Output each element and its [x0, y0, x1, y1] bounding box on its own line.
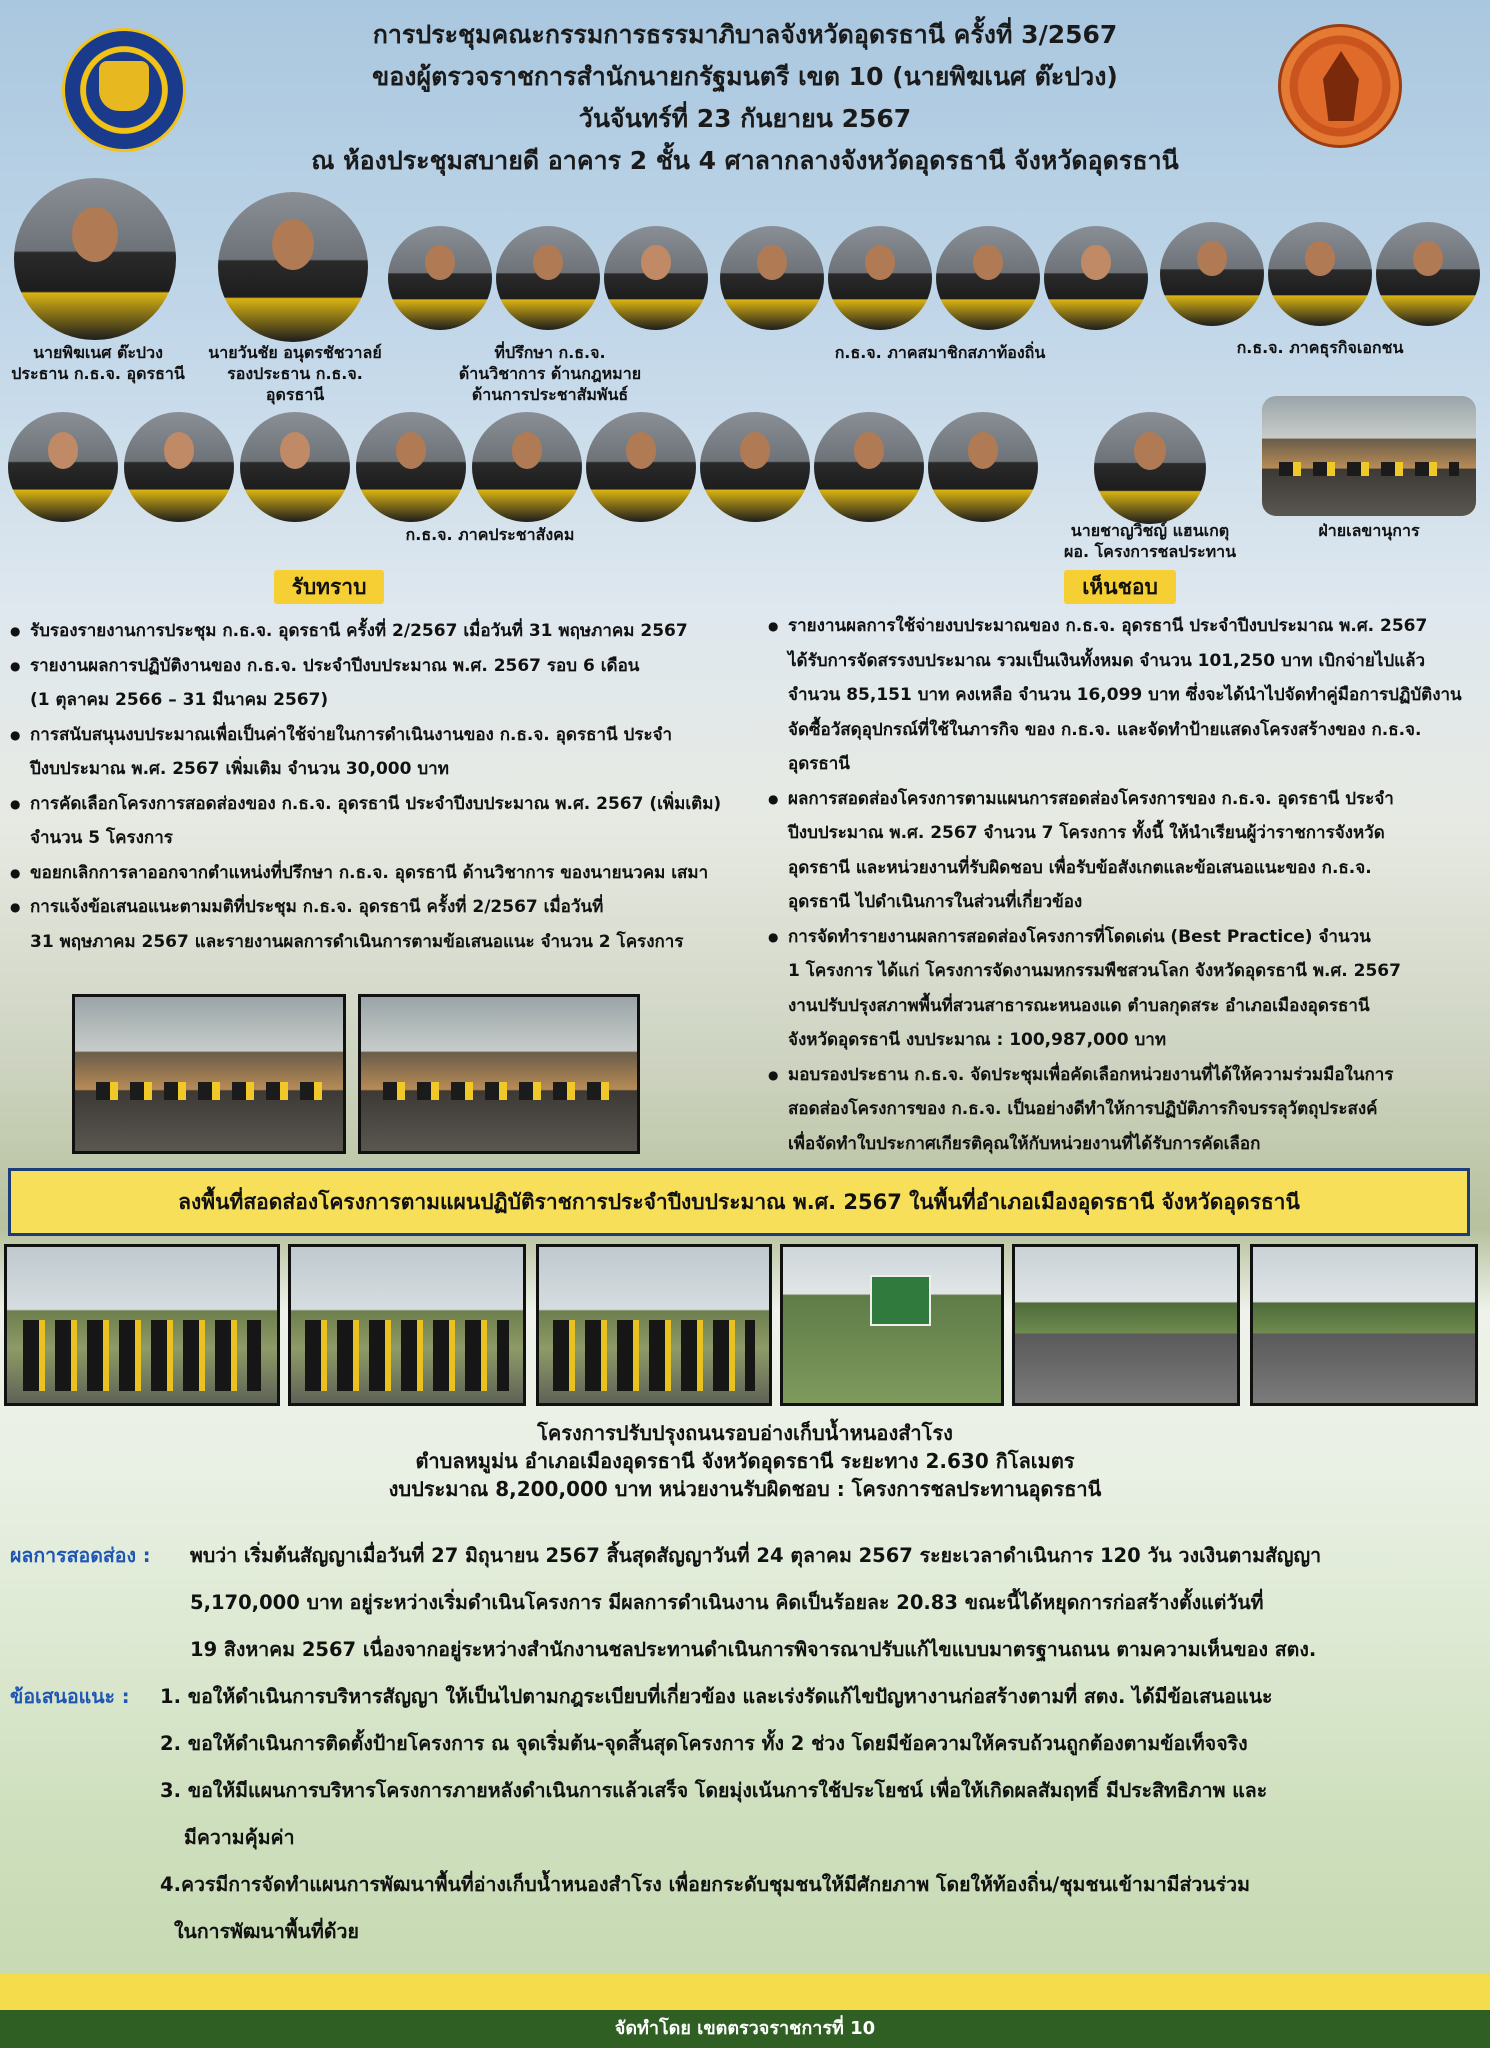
project-location: ตำบลหมูม่น อำเภอเมืองอุดรธานี จังหวัดอุดรธานี ระยะทาง 2.630 กิโลเมตร	[415, 1449, 1075, 1473]
list-item: ● การคัดเลือกโครงการสอดส่องของ ก.ธ.จ. อุดรธานี ประจำปีงบประมาณ พ.ศ. 2567 (เพิ่มเติม) จำนวน 5 โครงการ	[10, 787, 760, 856]
caption-civil-society: ก.ธ.จ. ภาคประชาสังคม	[405, 525, 575, 544]
list-item: ● รายงานผลการใช้จ่ายงบประมาณของ ก.ธ.จ. อุดรธานี ประจำปีงบประมาณ พ.ศ. 2567 ได้รับการจัดสรรงบประมาณ รวมเป็นเงินทั้งหมด จำนวน 101,250 บาท เบิกจ่ายไปแล้ว จำนวน 85,151 บาท คงเหลือ จำนวน 16,099 บาท ซึ่งจะได้นำไปจัดทำคู่มือการปฏิบัติงาน จัดซื้อวัสดุอุปกรณ์ที่ใช้ในภารกิจ ของ ก.ธ.จ. และจัดทำป้ายแสดงโครงสร้างของ ก.ธ.จ. อุดรธานี	[768, 609, 1483, 782]
portrait-advisor	[496, 226, 600, 330]
meeting-header	[0, 14, 1490, 182]
caption-vice-chair: นายวันชัย อนุตรชัชวาลย์ รองประธาน ก.ธ.จ. อุดรธานี	[208, 343, 382, 404]
suggestion-item: 3. ขอให้มีแผนการบริหารโครงการภายหลังดำเนินการแล้วเสร็จ โดยมุ่งเน้นการใช้ประโยชน์ เพื่อให้เกิดผลสัมฤทธิ์ มีประสิทธิภาพ และ	[160, 1779, 1268, 1802]
portrait-business-member	[1268, 222, 1372, 326]
caption-private-sector: ก.ธ.จ. ภาคธุรกิจเอกชน	[1236, 338, 1404, 357]
suggestion-item: 1. ขอให้ดำเนินการบริหารสัญญา ให้เป็นไปตามกฎระเบียบที่เกี่ยวข้อง และเร่งรัดแก้ไขปัญหางานก่อสร้างตามที่ สตง. ได้มีข้อเสนอแนะ	[160, 1685, 1273, 1708]
acknowledged-heading: รับทราบ	[274, 570, 384, 604]
portrait-civil-member	[586, 412, 696, 522]
site-visit-photo	[1012, 1244, 1240, 1406]
list-item: ● การสนับสนุนงบประมาณเพื่อเป็นค่าใช้จ่ายในการดำเนินงานของ ก.ธ.จ. อุดรธานี ประจำ ปีงบประมาณ พ.ศ. 2567 เพิ่มเติม จำนวน 30,000 บาท	[10, 718, 760, 787]
meeting-photo	[358, 994, 640, 1154]
list-item: ● ขอยกเลิกการลาออกจากตำแหน่งที่ปรึกษา ก.ธ.จ. อุดรธานี ด้านวิชาการ ของนายนวคม เสมา	[10, 856, 760, 891]
site-visit-photo	[288, 1244, 526, 1406]
findings-label: ผลการสอดส่อง :	[10, 1544, 151, 1567]
approved-list	[768, 609, 1483, 1161]
site-visit-photo	[4, 1244, 280, 1406]
header-date: วันจันทร์ที่ 23 กันยายน 2567	[578, 104, 912, 133]
header-venue: ณ ห้องประชุมสบายดี อาคาร 2 ชั้น 4 ศาลากลางจังหวัดอุดรธานี จังหวัดอุดรธานี	[311, 146, 1179, 175]
portrait-irrigation-director	[1094, 412, 1206, 524]
project-details	[0, 1419, 1490, 1503]
portrait-civil-member	[356, 412, 466, 522]
portrait-civil-member	[928, 412, 1038, 522]
portrait-vice-chair	[218, 192, 368, 342]
caption-advisors: ที่ปรึกษา ก.ธ.จ. ด้านวิชาการ ด้านกฎหมาย ด้านการประชาสัมพันธ์	[458, 343, 642, 404]
portrait-business-member	[1160, 222, 1264, 326]
header-title: การประชุมคณะกรรมการธรรมาภิบาลจังหวัดอุดรธานี ครั้งที่ 3/2567	[372, 20, 1118, 49]
footer-credit: จัดทำโดย เขตตรวจราชการที่ 10	[0, 2010, 1490, 2048]
list-item: ● ผลการสอดส่องโครงการตามแผนการสอดส่องโครงการของ ก.ธ.จ. อุดรธานี ประจำ ปีงบประมาณ พ.ศ. 2567 จำนวน 7 โครงการ ทั้งนี้ ให้นำเรียนผู้ว่าราชการจังหวัด อุดรธานี และหน่วยงานที่รับผิดชอบ เพื่อรับข้อสังเกตและข้อเสนอแนะของ ก.ธ.จ. อุดรธานี ไปดำเนินการในส่วนที่เกี่ยวข้อง	[768, 782, 1483, 920]
suggestions-label: ข้อเสนอแนะ :	[10, 1685, 130, 1708]
portrait-civil-member	[124, 412, 234, 522]
portrait-civil-member	[700, 412, 810, 522]
site-visit-photo	[1250, 1244, 1478, 1406]
portrait-local-member	[720, 226, 824, 330]
list-item: ● การจัดทำรายงานผลการสอดส่องโครงการที่โดดเด่น (Best Practice) จำนวน 1 โครงการ ได้แก่ โครงการจัดงานมหกรรมพืชสวนโลก จังหวัดอุดรธานี พ.ศ. 2567 งานปรับปรุงสภาพพื้นที่สวนสาธารณะหนองแด ตำบลกุดสระ อำเภอเมืองอุดรธานี จังหวัดอุดรธานี งบประมาณ : 100,987,000 บาท	[768, 920, 1483, 1058]
site-visit-photo	[536, 1244, 772, 1406]
suggestions-block: ข้อเสนอแนะ : 1. ขอให้ดำเนินการบริหารสัญญา ให้เป็นไปตามกฎระเบียบที่เกี่ยวข้อง และเร่งรัดแก้ไขปัญหางานก่อสร้างตามที่ สตง. ได้มีข้อเสนอแนะ 2. ขอให้ดำเนินการติดตั้งป้ายโครงการ ณ จุดเริ่มต้น-จุดสิ้นสุดโครงการ ทั้ง 2 ช่วง โดยมีข้อความให้ครบถ้วนถูกต้องตามข้อเท็จจริง 3. ขอให้มีแผนการบริหารโครงการภายหลังดำเนินการแล้วเสร็จ โดยมุ่งเน้นการใช้ประโยชน์ เพื่อให้เกิดผลสัมฤทธิ์ มีประสิทธิภาพ และ มีความคุ้มค่า 4.ควรมีการจัดทำแผนการพัฒนาพื้นที่อ่างเก็บน้ำหนองสำโรง เพื่อยกระดับชุมชนให้มีศักยภาพ โดยให้ท้องถิ่น/ชุมชนเข้ามามีส่วนร่วม ในการพัฒนาพื้นที่ด้วย	[10, 1673, 1485, 1955]
findings-section	[10, 1532, 1485, 1955]
site-visit-banner: ลงพื้นที่สอดส่องโครงการตามแผนปฏิบัติราชการประจำปีงบประมาณ พ.ศ. 2567 ในพื้นที่อำเภอเมืองอุดรธานี จังหวัดอุดรธานี	[8, 1168, 1470, 1236]
project-budget: งบประมาณ 8,200,000 บาท หน่วยงานรับผิดชอบ : โครงการชลประทานอุดรธานี	[388, 1477, 1102, 1501]
meeting-photo	[72, 994, 346, 1154]
list-item: ● การแจ้งข้อเสนอแนะตามมติที่ประชุม ก.ธ.จ. อุดรธานี ครั้งที่ 2/2567 เมื่อวันที่ 31 พฤษภาคม 2567 และรายงานผลการดำเนินการตามข้อเสนอแนะ จำนวน 2 โครงการ	[10, 890, 760, 959]
portrait-local-member	[828, 226, 932, 330]
portrait-business-member	[1376, 222, 1480, 326]
portrait-civil-member	[8, 412, 118, 522]
findings-block: ผลการสอดส่อง : พบว่า เริ่มต้นสัญญาเมื่อวันที่ 27 มิถุนายน 2567 สิ้นสุดสัญญาวันที่ 24 ตุลาคม 2567 ระยะเวลาดำเนินการ 120 วัน วงเงินตามสัญญา 5,170,000 บาท อยู่ระหว่างเริ่มดำเนินโครงการ มีผลการดำเนินงาน คิดเป็นร้อยละ 20.83 ขณะนี้ได้หยุดการก่อสร้างตั้งแต่วันที่ 19 สิงหาคม 2567 เนื่องจากอยู่ระหว่างสำนักงานชลประทานดำเนินการพิจารณาปรับแก้ไขแบบมาตรฐานถนน ตามความเห็นของ สตง.	[10, 1532, 1485, 1673]
portrait-civil-member	[814, 412, 924, 522]
list-item: ● รายงานผลการปฏิบัติงานของ ก.ธ.จ. ประจำปีงบประมาณ พ.ศ. 2567 รอบ 6 เดือน (1 ตุลาคม 2566 – 31 มีนาคม 2567)	[10, 649, 760, 718]
acknowledged-list	[10, 614, 760, 959]
list-item: ● รับรองรายงานการประชุม ก.ธ.จ. อุดรธานี ครั้งที่ 2/2567 เมื่อวันที่ 31 พฤษภาคม 2567	[10, 614, 760, 649]
caption-secretariat: ฝ่ายเลขานุการ	[1318, 521, 1420, 540]
footer-stripe	[0, 1974, 1490, 2010]
portrait-local-member	[1044, 226, 1148, 330]
portrait-civil-member	[240, 412, 350, 522]
approved-heading: เห็นชอบ	[1064, 570, 1176, 604]
photo-secretariat	[1262, 396, 1476, 516]
portrait-advisor	[388, 226, 492, 330]
header-subtitle: ของผู้ตรวจราชการสำนักนายกรัฐมนตรี เขต 10 (นายพิฆเนศ ต๊ะปวง)	[372, 62, 1118, 91]
suggestion-item: 2. ขอให้ดำเนินการติดตั้งป้ายโครงการ ณ จุดเริ่มต้น-จุดสิ้นสุดโครงการ ทั้ง 2 ช่วง โดยมีข้อความให้ครบถ้วนถูกต้องตามข้อเท็จจริง	[160, 1732, 1248, 1755]
site-visit-photo	[780, 1244, 1004, 1406]
portrait-advisor	[604, 226, 708, 330]
portrait-civil-member	[472, 412, 582, 522]
portrait-local-member	[936, 226, 1040, 330]
project-name: โครงการปรับปรุงถนนรอบอ่างเก็บน้ำหนองสำโรง	[537, 1421, 953, 1445]
portrait-chair	[14, 178, 176, 340]
list-item: ● มอบรองประธาน ก.ธ.จ. จัดประชุมเพื่อคัดเลือกหน่วยงานที่ได้ให้ความร่วมมือในการ สอดส่องโครงการของ ก.ธ.จ. เป็นอย่างดีทำให้การปฏิบัติภารกิจบรรลุวัตถุประสงค์ เพื่อจัดทำใบประกาศเกียรติคุณให้กับหน่วยงานที่ได้รับการคัดเลือก	[768, 1058, 1483, 1162]
caption-irrigation-director: นายชาญวิชญ์ แฮนเกตุ ผอ. โครงการชลประทาน	[1063, 521, 1237, 561]
suggestion-item: 4.ควรมีการจัดทำแผนการพัฒนาพื้นที่อ่างเก็บน้ำหนองสำโรง เพื่อยกระดับชุมชนให้มีศักยภาพ โดยให้ท้องถิ่น/ชุมชนเข้ามามีส่วนร่วม	[160, 1873, 1250, 1896]
caption-local-council: ก.ธ.จ. ภาคสมาชิกสภาท้องถิ่น	[834, 343, 1046, 362]
caption-chair: นายพิฆเนศ ต๊ะปวง ประธาน ก.ธ.จ. อุดรธานี	[11, 343, 185, 383]
